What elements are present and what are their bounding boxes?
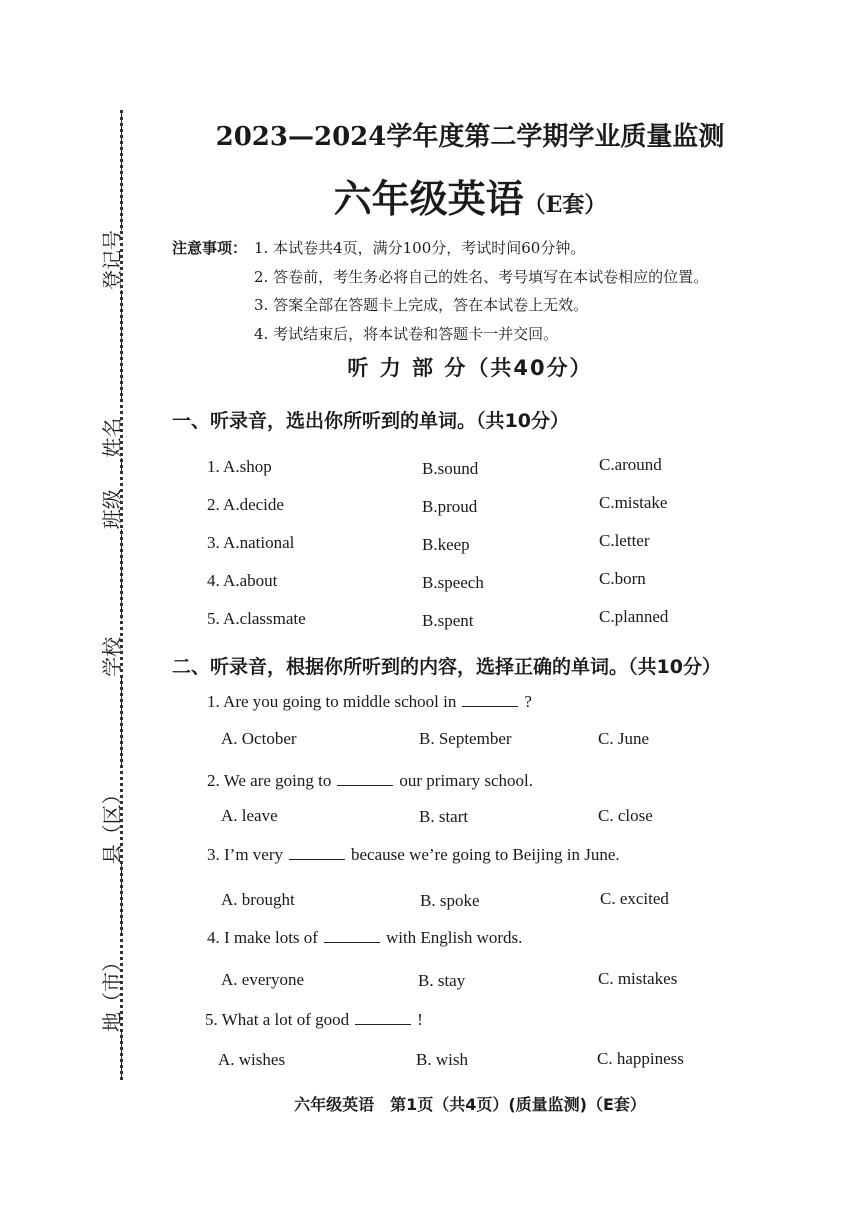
part1-option: 2. A.decide bbox=[207, 495, 284, 514]
listening-heading: 听 力 部 分（共40分） bbox=[347, 356, 593, 380]
q4-option: C. mistakes bbox=[598, 969, 678, 988]
q5-option: C. happiness bbox=[597, 1049, 684, 1068]
part1-option: B.keep bbox=[422, 535, 470, 554]
note-item: 1. 本试卷共4页，满分100分，考试时间60分钟。 bbox=[254, 239, 586, 257]
part1-option: 4. A.about bbox=[207, 571, 278, 590]
part1-option: C.born bbox=[599, 569, 646, 588]
question-3: 3. I’m very because we’re going to Beijing in June. bbox=[207, 845, 620, 864]
county-blank bbox=[99, 864, 122, 934]
part2-title: 二、听录音，根据你所听到的内容，选择正确的单词。（共10分） bbox=[172, 656, 721, 678]
q1-option: A. October bbox=[221, 729, 297, 748]
q2-option: B. start bbox=[419, 807, 469, 826]
name-blank bbox=[99, 290, 122, 400]
class-blank bbox=[99, 529, 122, 619]
binding-fields bbox=[90, 110, 130, 1080]
part1-option: B.spent bbox=[422, 611, 474, 630]
binding-strip bbox=[60, 110, 124, 1080]
class-label: 班级 bbox=[99, 489, 124, 530]
part1-title: 一、听录音，选出你所听到的单词。（共10分） bbox=[172, 410, 569, 432]
notes-label: 注意事项： bbox=[172, 239, 248, 257]
q2-option: A. leave bbox=[221, 806, 278, 825]
part1-option: B.sound bbox=[422, 459, 479, 478]
q3-option: C. excited bbox=[600, 889, 669, 908]
q3-option: B. spoke bbox=[420, 891, 480, 910]
binding-dotted-line bbox=[120, 110, 123, 1080]
note-item: 3. 答案全部在答题卡上完成，答在本试卷上无效。 bbox=[254, 296, 589, 314]
subject-name: 六年级英语 bbox=[333, 176, 524, 221]
q4-option: B. stay bbox=[418, 971, 466, 990]
part1-option: B.proud bbox=[422, 497, 478, 516]
part1-option: C.letter bbox=[599, 531, 650, 550]
q3-option: A. brought bbox=[221, 890, 295, 909]
region-blank bbox=[99, 1032, 122, 1080]
answer-blank bbox=[324, 928, 380, 943]
part1-option: 1. A.shop bbox=[207, 457, 272, 476]
answer-blank bbox=[355, 1010, 411, 1025]
part1-option: 5. A.classmate bbox=[207, 609, 306, 628]
answer-blank bbox=[289, 845, 345, 860]
q5-option: A. wishes bbox=[218, 1050, 286, 1069]
note-item: 4. 考试结束后，将本试卷和答题卡一并交回。 bbox=[254, 324, 559, 343]
school-label: 学校 bbox=[99, 636, 124, 677]
name-gap bbox=[99, 458, 122, 472]
answer-blank bbox=[337, 771, 393, 786]
question-2: 2. We are going to our primary school. bbox=[207, 771, 533, 790]
subject-title bbox=[170, 168, 770, 223]
question-4: 4. I make lots of with English words. bbox=[207, 928, 523, 947]
school-blank bbox=[99, 677, 122, 767]
part1-option: C.planned bbox=[599, 607, 669, 626]
reg-no-label: 登记号 bbox=[99, 230, 124, 291]
question-5: 5. What a lot of good ! bbox=[205, 1010, 423, 1029]
region-label: 地（市） bbox=[99, 952, 124, 1032]
q5-option: B. wish bbox=[416, 1050, 468, 1069]
answer-blank bbox=[462, 692, 518, 707]
page-footer: 六年级英语 第1页（共4页）(质量监测)（E套） bbox=[294, 1095, 646, 1114]
part1-option: B.speech bbox=[422, 573, 484, 592]
note-item: 2. 答卷前，考生务必将自己的姓名、考号填写在本试卷相应的位置。 bbox=[254, 267, 709, 286]
q1-option: B. September bbox=[419, 729, 512, 748]
part1-option: 3. A.national bbox=[207, 533, 295, 552]
part1-option: C.mistake bbox=[599, 493, 668, 512]
notes bbox=[172, 234, 708, 348]
exam-title: 2023—2024学年度第二学期学业质量监测 bbox=[215, 122, 725, 152]
q2-option: C. close bbox=[598, 806, 653, 825]
name-label: 姓名 bbox=[99, 417, 124, 458]
q1-option: C. June bbox=[598, 729, 649, 748]
county-label: 县（区） bbox=[99, 784, 124, 865]
part1-option: C.around bbox=[599, 455, 662, 474]
question-1: 1. Are you going to middle school in ? bbox=[207, 692, 532, 711]
q4-option: A. everyone bbox=[221, 970, 305, 989]
reg-no-blank bbox=[99, 110, 122, 230]
subject-suffix: （E套） bbox=[523, 192, 607, 218]
